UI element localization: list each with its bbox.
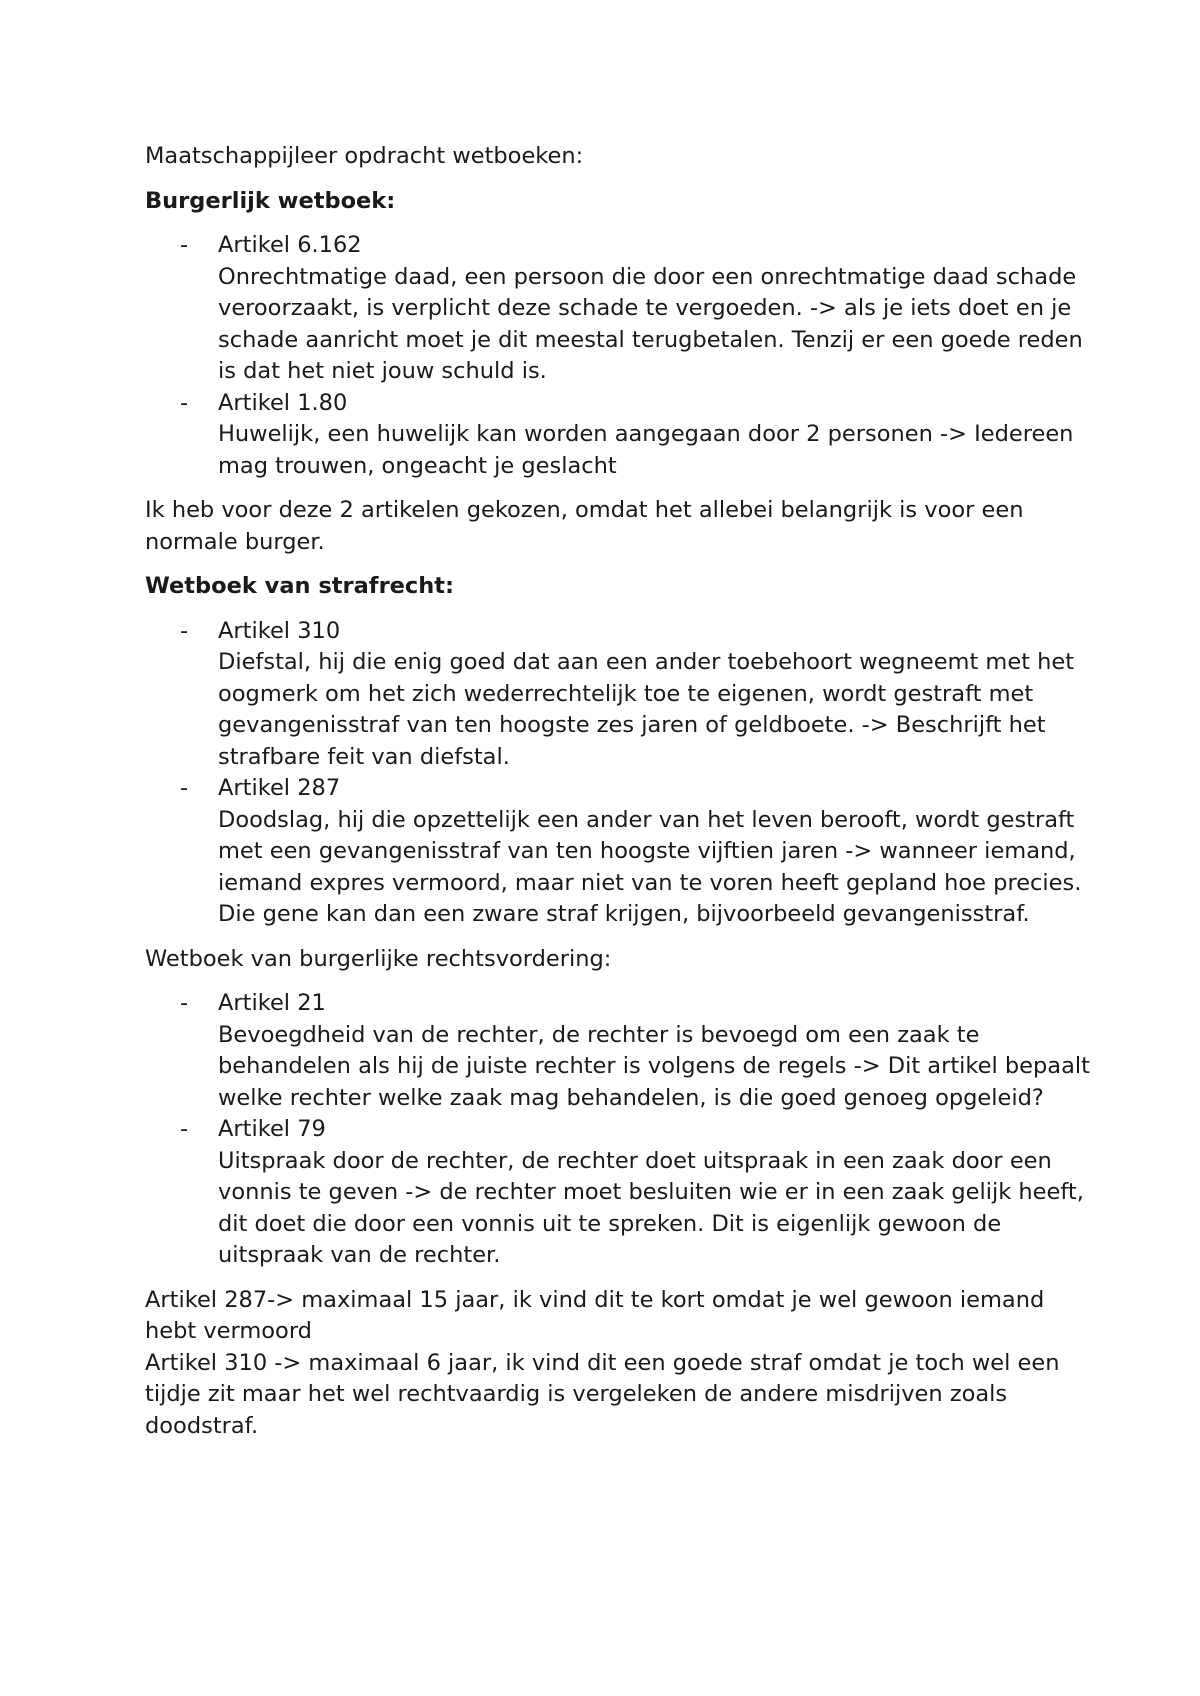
article-list-burgerlijk-wetboek (145, 230, 1100, 482)
article-item (145, 988, 1100, 1114)
article-text: Diefstal, hij die enig goed dat aan een ander toebehoort wegneemt met het oogmerk om het zich wederrechtelijk toe te eigenen, wordt gestraft met gevangenisstraf van ten hoogste zes jaren of geldboete. -> Beschrijft het strafbare feit van diefstal. (218, 649, 1075, 770)
article-name: Artikel 1.80 (218, 389, 348, 416)
bullet-dash: - (180, 617, 189, 644)
bullet-dash: - (180, 990, 189, 1016)
article-item (145, 230, 1100, 388)
article-name: Artikel 287 (218, 775, 341, 801)
bullet-dash: - (180, 1116, 189, 1142)
conclusion-paragraph: Artikel 310 -> maximaal 6 jaar, ik vind dit een goede straf omdat je toch wel een tijdje zit maar het wel rechtvaardig is vergeleken de andere misdrijven zoals doodstraf. (145, 1349, 1060, 1439)
article-name: Artikel 310 (218, 617, 341, 644)
section-note: Ik heb voor deze 2 artikelen gekozen, omdat het allebei belangrijk is voor een normale burger. (145, 497, 1024, 555)
article-name: Artikel 6.162 (218, 232, 362, 258)
document-title: Maatschappijleer opdracht wetboeken: (145, 143, 584, 169)
bullet-dash: - (180, 389, 189, 416)
article-text: Huwelijk, een huwelijk kan worden aangegaan door 2 personen -> Iedereen mag trouwen, ongeacht je geslacht (218, 421, 1074, 479)
article-name: Artikel 21 (218, 990, 326, 1016)
bullet-dash: - (180, 775, 189, 801)
section-heading-wetboek-van-burgerlijke-rechtsvordering: Wetboek van burgerlijke rechtsvordering: (145, 945, 612, 972)
conclusion-paragraph: Artikel 287-> maximaal 15 jaar, ik vind dit te kort omdat je wel gewoon iemand hebt vermoord (145, 1286, 1045, 1344)
article-item (145, 616, 1100, 774)
article-text: Onrechtmatige daad, een persoon die door een onrechtmatige daad schade veroorzaakt, is verplicht deze schade te vergoeden. -> als je iets doet en je schade aanricht moet je dit meestal terugbetalen. Tenzij er een goede reden is dat het niet jouw schuld is. (218, 263, 1083, 384)
article-list-wetboek-van-burgerlijke-rechtsvordering (145, 988, 1100, 1272)
article-item (145, 388, 1100, 483)
article-text: Bevoegdheid van de rechter, de rechter is bevoegd om een zaak te behandelen als hij de juiste rechter is volgens de regels -> Dit artikel bepaalt welke rechter welke zaak mag behandelen, is die goed genoeg opgeleid? (218, 1021, 1090, 1111)
section-heading-burgerlijk-wetboek: Burgerlijk wetboek: (145, 187, 396, 214)
article-name: Artikel 79 (218, 1116, 326, 1142)
article-item (145, 773, 1100, 931)
article-text: Uitspraak door de rechter, de rechter doet uitspraak in een zaak door een vonnis te geven -> de rechter moet besluiten wie er in een zaak gelijk heeft, dit doet die door een vonnis uit te spreken. Dit is eigenlijk gewoon de uitspraak van de rechter. (218, 1147, 1084, 1268)
article-list-wetboek-van-strafrecht (145, 616, 1100, 931)
section-heading-wetboek-van-strafrecht: Wetboek van strafrecht: (145, 573, 455, 599)
bullet-dash: - (180, 232, 189, 258)
article-item (145, 1114, 1100, 1272)
article-text: Doodslag, hij die opzettelijk een ander van het leven berooft, wordt gestraft met een gevangenisstraf van ten hoogste vijftien jaren -> wanneer iemand, iemand expres vermoord, maar niet van te voren heeft gepland hoe precies. Die gene kan dan een zware straf krijgen, bijvoorbeeld gevangenisstraf. (218, 806, 1082, 927)
